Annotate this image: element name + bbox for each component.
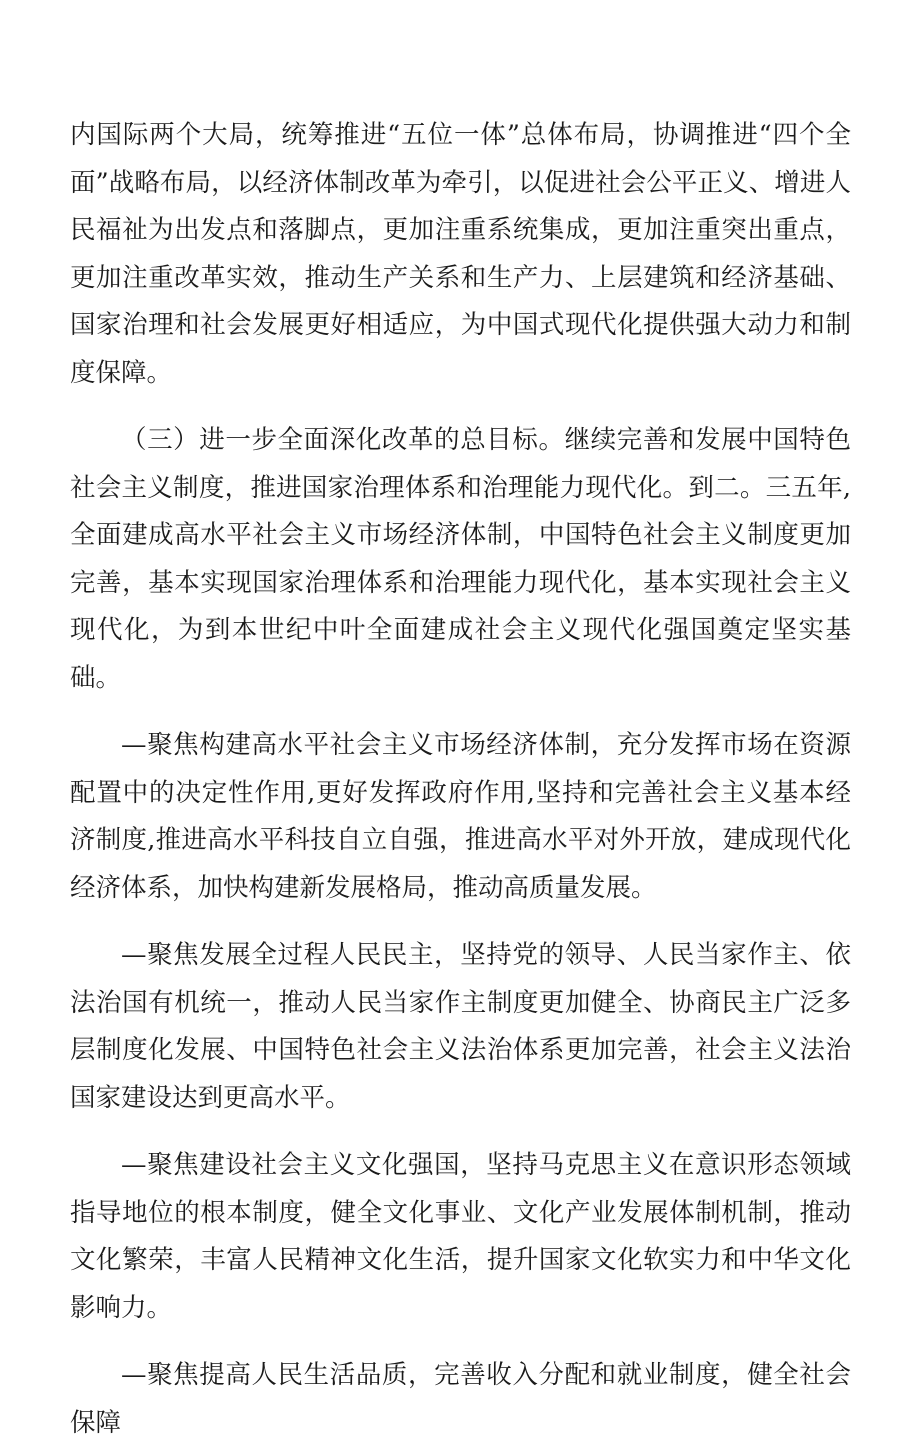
paragraph-cultural-power: —聚焦建设社会主义文化强国，坚持马克思主义在意识形态领域指导地位的根本制度，健全文化事业、文化产业发展体制机制，推动文化繁荣，丰富人民精神文化生活，提升国家文化软实力和中华文化影响力。 (70, 1150, 851, 1323)
paragraph-continuation: 内国际两个大局，统筹推进“五位一体”总体布局，协调推进“四个全面”战略布局，以经济体制改革为牵引，以促进社会公平正义、增进人民福祉为出发点和落脚点，更加注重系统集成，更加注重突出重点，更加注重改革实效，推动生产关系和生产力、上层建筑和经济基础、国家治理和社会发展更好相适应，为中国式现代化提供强大动力和制度保障。 (70, 120, 851, 388)
paragraph-living-quality: —聚焦提高人民生活品质，完善收入分配和就业制度，健全社会保障 (70, 1360, 851, 1438)
paragraph-overall-goal: （三）进一步全面深化改革的总目标。继续完善和发展中国特色社会主义制度，推进国家治理体系和治理能力现代化。到二。三五年,全面建成高水平社会主义市场经济体制，中国特色社会主义制度更加完善，基本实现国家治理体系和治理能力现代化，基本实现社会主义现代化，为到本世纪中叶全面建成社会主义现代化强国奠定坚实基础。 (70, 425, 851, 693)
document-body (70, 112, 851, 1447)
paragraph-peoples-democracy: —聚焦发展全过程人民民主，坚持党的领导、人民当家作主、依法治国有机统一，推动人民当家作主制度更加健全、协商民主广泛多层制度化发展、中国特色社会主义法治体系更加完善，社会主义法治国家建设达到更高水平。 (70, 940, 851, 1113)
paragraph-market-economy: —聚焦构建高水平社会主义市场经济体制，充分发挥市场在资源配置中的决定性作用,更好发挥政府作用,坚持和完善社会主义基本经济制度,推进高水平科技自立自强，推进高水平对外开放，建成现代化经济体系，加快构建新发展格局，推动高质量发展。 (70, 730, 851, 903)
